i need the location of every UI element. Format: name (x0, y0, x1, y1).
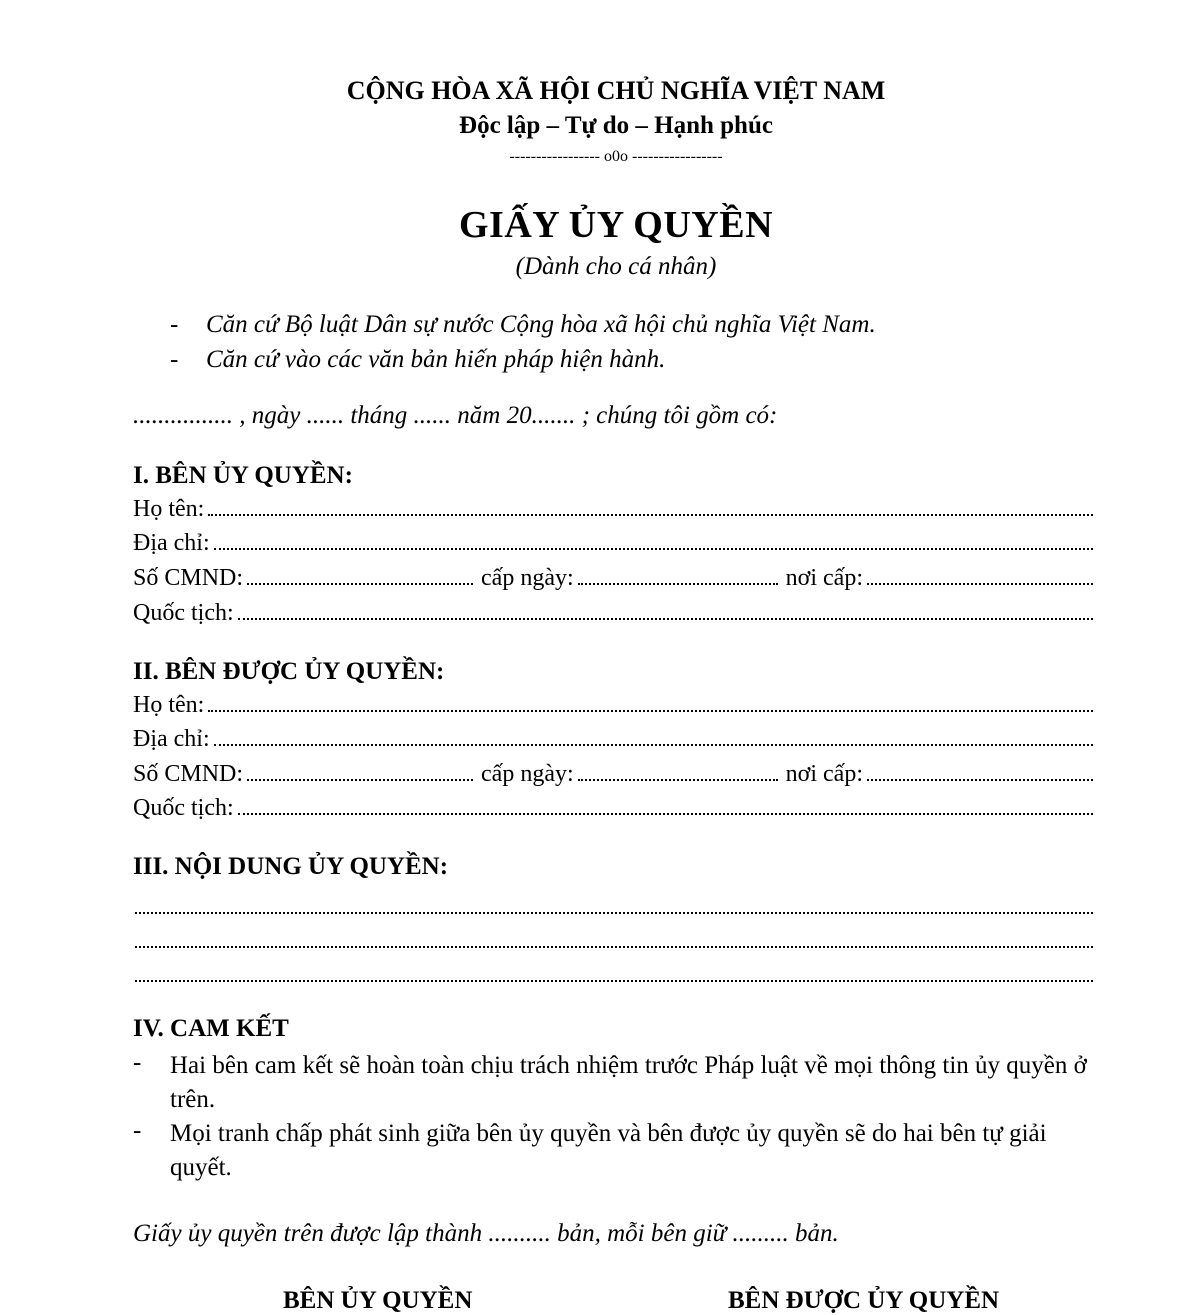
principal-nationality-field[interactable] (133, 600, 1093, 632)
motto: Độc lập – Tự do – Hạnh phúc (459, 112, 773, 139)
address-label: Địa chỉ: (133, 530, 210, 556)
section-agent-heading: II. BÊN ĐƯỢC ỦY QUYỀN: (133, 658, 445, 685)
name-label: Họ tên: (133, 496, 205, 522)
nation-heading: CỘNG HÒA XÃ HỘI CHỦ NGHĨA VIỆT NAM (346, 76, 886, 105)
document-subtitle: (Dành cho cá nhân) (515, 253, 717, 280)
agent-nationality-field[interactable] (133, 795, 1093, 827)
issue-place-label: nơi cấp: (785, 761, 863, 787)
commitment-text: Hai bên cam kết sẽ hoàn toàn chịu trách nhiệm trước Pháp luật về mọi thông tin ủy quyền ở trên. (170, 1052, 1087, 1113)
basis-item (170, 346, 970, 378)
section-content-heading: III. NỘI DUNG ỦY QUYỀN: (133, 853, 449, 880)
id-label: Số CMND: (133, 761, 244, 787)
agent-name-field[interactable] (133, 692, 1093, 724)
issue-date-label: cấp ngày: (481, 761, 574, 787)
agent-id-field[interactable] (133, 761, 1093, 793)
closing-statement: Giấy ủy quyền trên được lập thành .......... bản, mỗi bên giữ ......... bản. (133, 1220, 839, 1247)
bullet-dash: - (170, 311, 179, 338)
principal-address-field[interactable] (133, 530, 1093, 562)
nationality-label: Quốc tịch: (133, 600, 234, 626)
basis-item (170, 311, 970, 343)
nationality-label: Quốc tịch: (133, 795, 234, 821)
content-line[interactable] (135, 970, 1093, 982)
issue-place-label: nơi cấp: (785, 565, 863, 591)
content-line[interactable] (135, 936, 1093, 948)
commitment-text: Mọi tranh chấp phát sinh giữa bên ủy quyền và bên được ủy quyền sẽ do hai bên tự giải quyết. (170, 1120, 1047, 1181)
commitment-item (133, 1049, 1093, 1117)
principal-name-field[interactable] (133, 496, 1093, 528)
signature-principal-label: BÊN ỦY QUYỀN (283, 1287, 473, 1314)
bullet-dash: - (133, 1049, 142, 1076)
basis-text: Căn cứ vào các văn bản hiến pháp hiện hành. (206, 346, 666, 373)
signature-agent-label: BÊN ĐƯỢC ỦY QUYỀN (728, 1287, 1000, 1314)
address-label: Địa chỉ: (133, 726, 210, 752)
bullet-dash: - (170, 346, 179, 373)
basis-text: Căn cứ Bộ luật Dân sự nước Cộng hòa xã hội chủ nghĩa Việt Nam. (206, 311, 876, 338)
bullet-dash: - (133, 1117, 142, 1144)
section-commitment-heading: IV. CAM KẾT (133, 1015, 289, 1042)
name-label: Họ tên: (133, 692, 205, 718)
content-line[interactable] (135, 902, 1093, 914)
date-line: ................ , ngày ...... tháng ...... năm 20....... ; chúng tôi gồm có: (133, 402, 778, 429)
agent-address-field[interactable] (133, 726, 1093, 758)
id-label: Số CMND: (133, 565, 244, 591)
document-title: GIẤY ỦY QUYỀN (458, 204, 774, 246)
commitment-item (133, 1117, 1093, 1185)
section-principal-heading: I. BÊN ỦY QUYỀN: (133, 462, 353, 489)
issue-date-label: cấp ngày: (481, 565, 574, 591)
header-divider: ----------------- o0o ----------------- (509, 148, 723, 165)
principal-id-field[interactable] (133, 565, 1093, 597)
